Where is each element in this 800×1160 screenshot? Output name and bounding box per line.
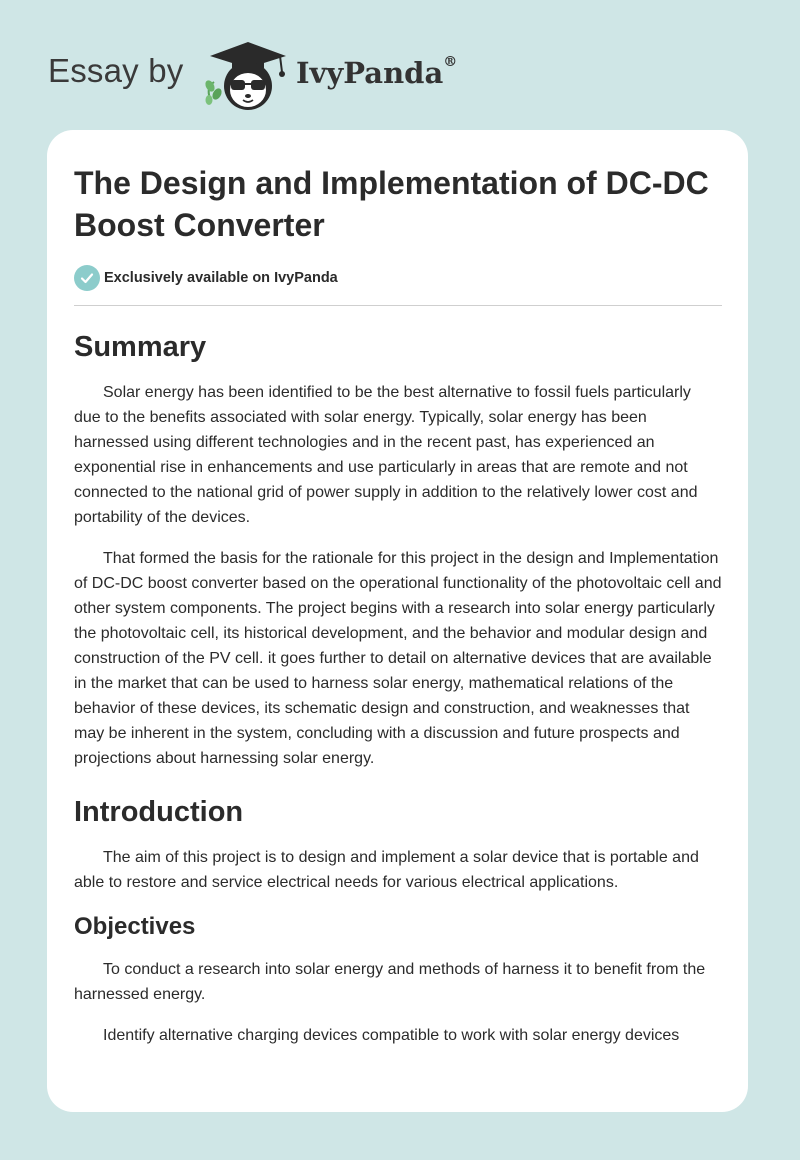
objectives-heading: Objectives [74,913,196,940]
summary-heading: Summary [74,331,207,363]
introduction-heading: Introduction [74,796,244,828]
exclusive-label: Exclusively available on IvyPanda [104,270,338,286]
site-header [48,30,548,110]
objectives-paragraph: Identify alternative charging devices compatible to work with solar energy devices [103,1027,680,1044]
exclusive-badge [74,264,722,292]
ivypanda-logo-icon[interactable] [202,36,294,112]
divider [74,305,722,306]
introduction-paragraph: The aim of this project is to design and implement a solar device that is portable and able to restore and service electrical needs for various electrical applications. [74,849,699,891]
page-title: The Design and Implementation of DC-DC Boost Converter [74,165,709,243]
essay-card [47,130,748,1112]
brand-name[interactable]: IvyPanda® [296,54,458,90]
summary-paragraph: Solar energy has been identified to be the best alternative to fossil fuels particularly due to the benefits associated with solar energy. Typically, solar energy has been harnessed using different technologies and in the recent past, has experienced an exponential rise in enhancements and use particularly in areas that are remote and not connected to the national grid of power supply in addition to the relatively lower cost and portability of the devices. [74,384,698,526]
essay-by-label: Essay by [48,52,184,89]
essay-content [74,162,722,1064]
objectives-paragraph: To conduct a research into solar energy and methods of harness it to benefit from the harnessed energy. [74,961,706,1003]
check-icon [74,265,100,291]
summary-paragraph: That formed the basis for the rationale for this project in the design and Implementation of DC-DC boost converter based on the operational functionality of the photovoltaic cell and other system components. The project begins with a research into solar energy particularly the photovoltaic cell, its historical development, and the behavior and modular design and construction of the PV cell. it goes further to detail on alternative devices that are available in the market that can be used to harness solar energy, mathematical relations of the behavior of these devices, its schematic design and construction, and weaknesses that may be inherent in the system, concluding with a discussion and future prospects and projections about harnessing solar energy. [74,550,722,767]
